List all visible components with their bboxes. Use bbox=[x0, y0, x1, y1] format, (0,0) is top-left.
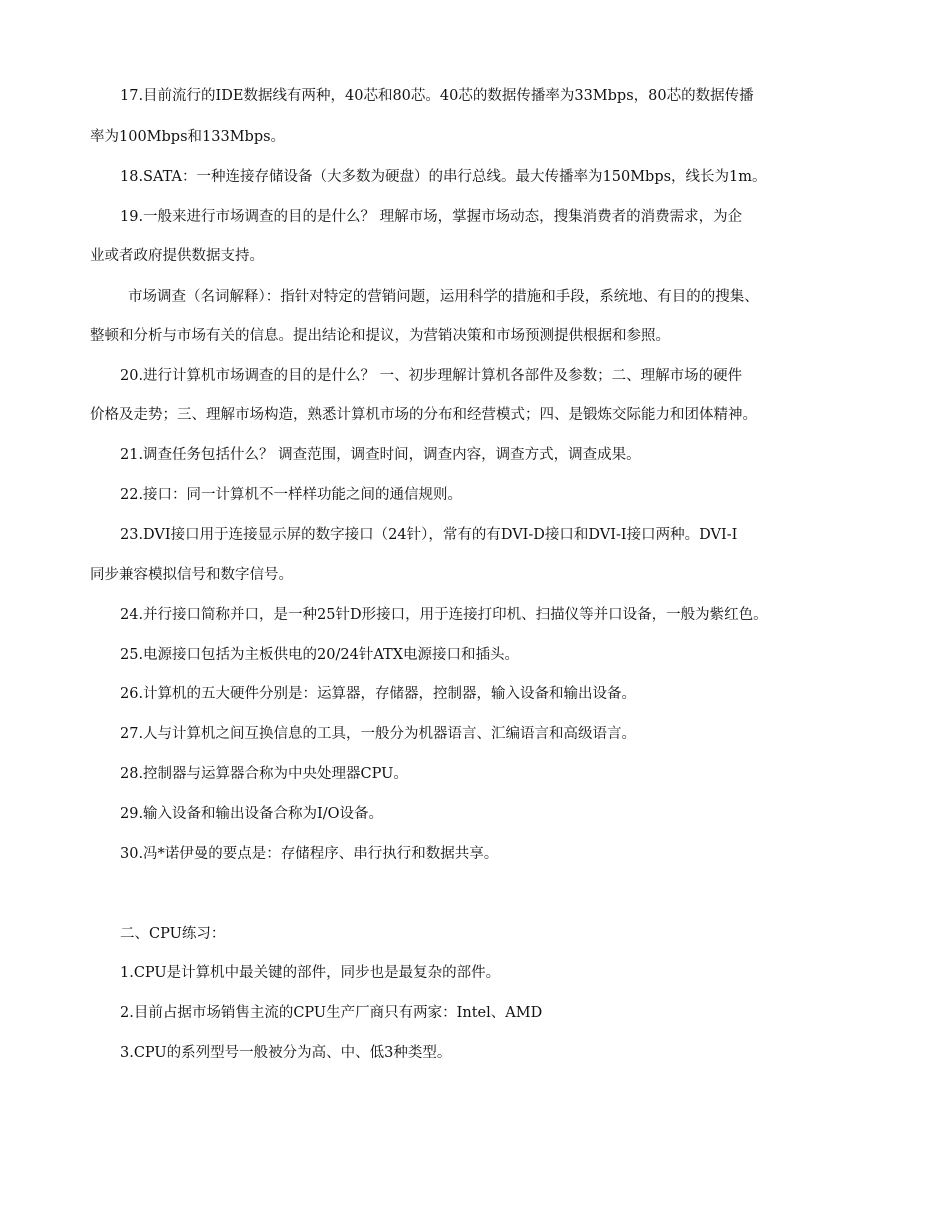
text-line: 2.目前占据市场销售主流的CPU生产厂商只有两家：Intel、AMD bbox=[120, 1005, 543, 1021]
text-line: 18.SATA：一种连接存储设备（大多数为硬盘）的串行总线。最大传播率为150Mbps，线长为1m。 bbox=[120, 169, 767, 185]
text-line: 30.冯*诺伊曼的要点是：存储程序、串行执行和数据共享。 bbox=[120, 846, 499, 862]
text-line: 1.CPU是计算机中最关键的部件，同步也是最复杂的部件。 bbox=[120, 965, 501, 981]
text-line: 率为100Mbps和133Mbps。 bbox=[90, 129, 286, 145]
text-line: 价格及走势；三、理解市场构造，熟悉计算机市场的分布和经营模式；四、是锻炼交际能力和团体精神。 bbox=[90, 407, 757, 423]
text-line: 29.输入设备和输出设备合称为I/O设备。 bbox=[120, 806, 384, 822]
text-line: 26.计算机的五大硬件分别是：运算器，存储器，控制器，输入设备和输出设备。 bbox=[120, 686, 637, 702]
text-line: 整顿和分析与市场有关的信息。提出结论和提议，为营销决策和市场预测提供根据和参照。 bbox=[90, 328, 670, 344]
text-line: 市场调查（名词解释）：指针对特定的营销问题，运用科学的措施和手段，系统地、有目的的搜集、 bbox=[128, 289, 759, 305]
text-line: 业或者政府提供数据支持。 bbox=[90, 248, 264, 264]
section-heading: 二、CPU练习： bbox=[120, 926, 226, 942]
text-line: 27.人与计算机之间互换信息的工具，一般分为机器语言、汇编语言和高级语言。 bbox=[120, 726, 637, 742]
text-line: 24.并行接口简称并口，是一种25针D形接口，用于连接打印机、扫描仪等并口设备，一般为紫红色。 bbox=[120, 607, 768, 623]
text-line: 20.进行计算机市场调查的目的是什么？ 一、初步理解计算机各部件及参数；二、理解市场的硬件 bbox=[120, 368, 743, 384]
text-line: 22.接口：同一计算机不一样样功能之间的通信规则。 bbox=[120, 487, 463, 503]
text-line: 23.DVI接口用于连接显示屏的数字接口（24针），常有的有DVI-D接口和DVI-I接口两种。DVI-I bbox=[120, 527, 738, 543]
text-line: 同步兼容模拟信号和数字信号。 bbox=[90, 567, 293, 583]
text-line: 17.目前流行的IDE数据线有两种，40芯和80芯。40芯的数据传播率为33Mbps，80芯的数据传播 bbox=[120, 88, 754, 104]
text-line: 25.电源接口包括为主板供电的20/24针ATX电源接口和插头。 bbox=[120, 647, 520, 663]
text-line: 3.CPU的系列型号一般被分为高、中、低3种类型。 bbox=[120, 1045, 452, 1061]
text-line: 28.控制器与运算器合称为中央处理器CPU。 bbox=[120, 766, 408, 782]
text-line: 19.一般来进行市场调查的目的是什么？ 理解市场，掌握市场动态，搜集消费者的消费需求，为企 bbox=[120, 209, 743, 225]
text-line: 21.调查任务包括什么？ 调查范围，调查时间，调查内容，调查方式，调查成果。 bbox=[120, 447, 641, 463]
